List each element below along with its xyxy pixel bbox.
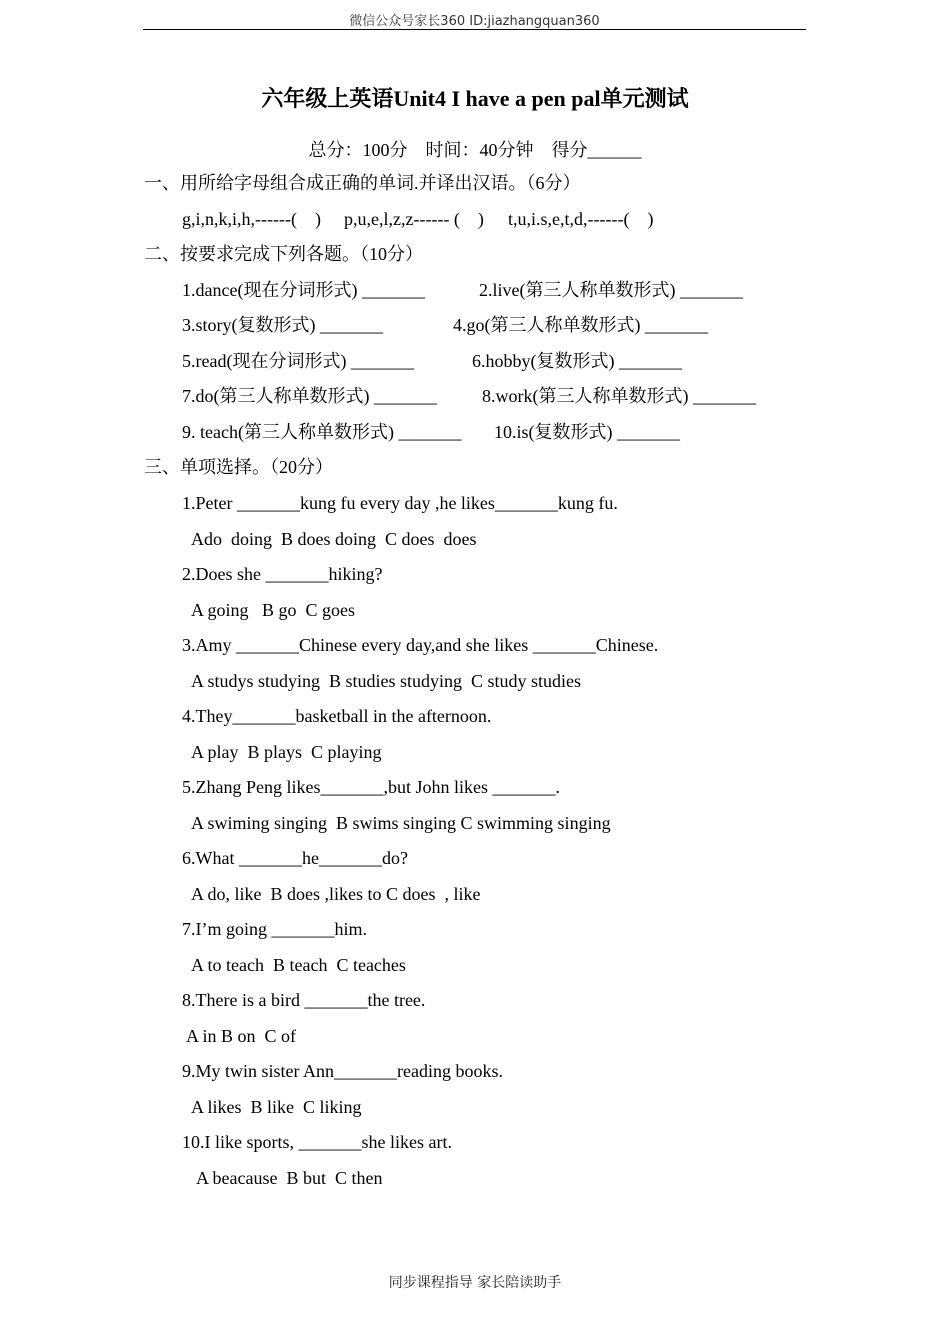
question-options: A do, like B does ,likes to C does , like [191, 884, 481, 904]
question-text: 5.Zhang Peng likes_______,but John likes _______. [182, 777, 560, 797]
question-text: 4.They_______basketball in the afternoon. [182, 706, 492, 726]
page-title: 六年级上英语Unit4 I have a pen pal单元测试 [261, 86, 689, 111]
section2-item: 9. teach(第三人称单数形式) _______ [182, 422, 462, 442]
section2-item: 5.read(现在分词形式) _______ [182, 351, 414, 371]
question-options: A swiming singing B swims singing C swimming singing [191, 813, 611, 833]
section2-item: 2.live(第三人称单数形式) _______ [479, 280, 743, 300]
section1-heading: 一、用所给字母组合成正确的单词.并译出汉语。（6分） [144, 173, 581, 193]
section2-heading: 二、按要求完成下列各题。（10分） [144, 244, 423, 264]
question-options: A to teach B teach C teaches [191, 955, 406, 975]
section2-item: 4.go(第三人称单数形式) _______ [453, 315, 708, 335]
section1-item: p,u,e,l,z,z------ ( ) [344, 209, 484, 229]
section3-heading: 三、单项选择。（20分） [144, 457, 333, 477]
question-options: A studys studying B studies studying C study studies [191, 671, 582, 691]
question-text: 8.There is a bird _______the tree. [182, 990, 426, 1010]
question-options: A going B go C goes [191, 600, 356, 620]
question-text: 2.Does she _______hiking? [182, 564, 383, 584]
question-text: 1.Peter _______kung fu every day ,he likes_______kung fu. [182, 493, 618, 513]
question-text: 7.I’m going _______him. [182, 919, 367, 939]
header-divider [143, 29, 806, 30]
section2-item: 3.story(复数形式) _______ [182, 315, 383, 335]
page-header: 微信公众号家长360 ID:jiazhangquan360 [349, 14, 600, 29]
question-options: A in B on C of [186, 1026, 297, 1046]
question-options: A beacause B but C then [196, 1168, 383, 1188]
section1-item: t,u,i.s,e,t,d,------( ) [508, 209, 654, 229]
question-options: A likes B like C liking [191, 1097, 362, 1117]
question-text: 10.I like sports, _______she likes art. [182, 1132, 452, 1152]
section1-item: g,i,n,k,i,h,------( ) [182, 209, 321, 229]
question-text: 6.What _______he_______do? [182, 848, 408, 868]
question-text: 9.My twin sister Ann_______reading books. [182, 1061, 503, 1081]
question-options: A play B plays C playing [191, 742, 382, 762]
section2-item: 8.work(第三人称单数形式) _______ [482, 386, 756, 406]
page-footer: 同步课程指导 家长陪读助手 [388, 1275, 562, 1291]
question-text: 3.Amy _______Chinese every day,and she likes _______Chinese. [182, 635, 659, 655]
section2-item: 7.do(第三人称单数形式) _______ [182, 386, 437, 406]
section2-item: 1.dance(现在分词形式) _______ [182, 280, 425, 300]
score-line: 总分：100分 时间：40分钟 得分______ [308, 140, 642, 160]
section2-item: 6.hobby(复数形式) _______ [472, 351, 682, 371]
question-options: Ado doing B does doing C does does [191, 529, 477, 549]
section2-item: 10.is(复数形式) _______ [494, 422, 680, 442]
